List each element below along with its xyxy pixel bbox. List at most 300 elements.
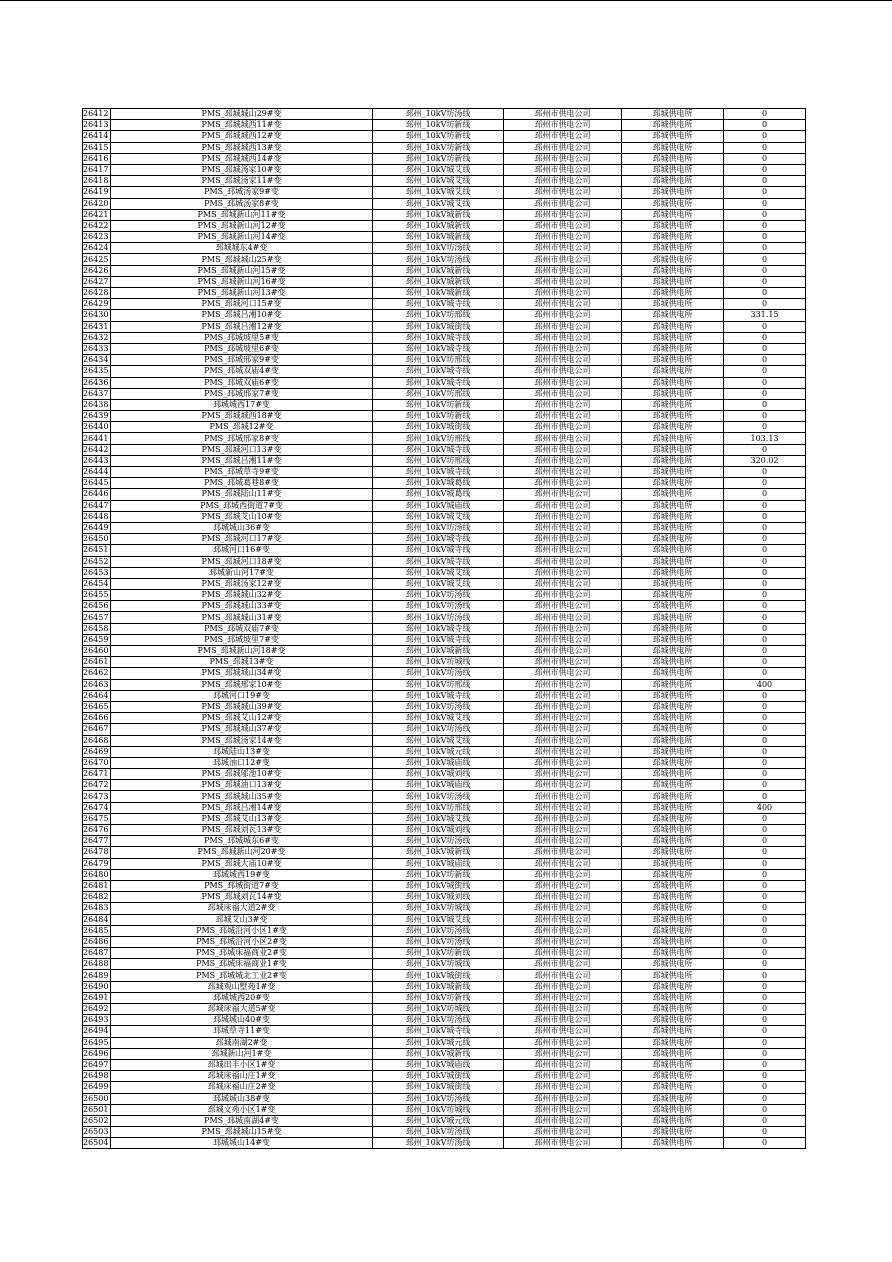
cell-company: 邳州市供电公司 xyxy=(504,377,622,388)
cell-value: 0 xyxy=(724,646,806,657)
cell-row-id: 26487 xyxy=(83,948,111,959)
cell-company: 邳州市供电公司 xyxy=(504,1104,622,1115)
table-row xyxy=(83,634,806,645)
table-row xyxy=(83,243,806,254)
cell-company: 邳州市供电公司 xyxy=(504,1059,622,1070)
cell-value: 0 xyxy=(724,713,806,724)
cell-transformer-name: PMS_邳城新山河20#变 xyxy=(111,847,373,858)
cell-feeder-line: 邳州_10kV城街线 xyxy=(373,321,504,332)
cell-feeder-line: 邳州_10kV城寺线 xyxy=(373,690,504,701)
cell-row-id: 26430 xyxy=(83,310,111,321)
cell-value: 0 xyxy=(724,556,806,567)
cell-transformer-name: PMS_邳城双庙7#变 xyxy=(111,623,373,634)
cell-transformer-name: PMS_邳城汤家11#变 xyxy=(111,176,373,187)
table-row xyxy=(83,601,806,612)
cell-value: 0 xyxy=(724,825,806,836)
cell-transformer-name: 邳城油口12#变 xyxy=(111,757,373,768)
cell-value: 0 xyxy=(724,1071,806,1082)
cell-row-id: 26469 xyxy=(83,746,111,757)
cell-transformer-name: PMS_邳城城西18#变 xyxy=(111,411,373,422)
cell-company: 邳州市供电公司 xyxy=(504,1015,622,1026)
cell-company: 邳州市供电公司 xyxy=(504,153,622,164)
cell-company: 邳州市供电公司 xyxy=(504,701,622,712)
cell-value: 0 xyxy=(724,892,806,903)
cell-company: 邳州市供电公司 xyxy=(504,444,622,455)
cell-feeder-line: 邳州_10kV城艾线 xyxy=(373,511,504,522)
table-row xyxy=(83,232,806,243)
cell-feeder-line: 邳州_10kV城新线 xyxy=(373,646,504,657)
cell-station: 邳城供电所 xyxy=(622,489,724,500)
cell-company: 邳州市供电公司 xyxy=(504,634,622,645)
cell-row-id: 26482 xyxy=(83,892,111,903)
cell-company: 邳州市供电公司 xyxy=(504,858,622,869)
table-row xyxy=(83,455,806,466)
table-row xyxy=(83,388,806,399)
cell-station: 邳城供电所 xyxy=(622,467,724,478)
cell-row-id: 26492 xyxy=(83,1004,111,1015)
cell-value: 0 xyxy=(724,601,806,612)
cell-station: 邳城供电所 xyxy=(622,1026,724,1037)
cell-row-id: 26459 xyxy=(83,634,111,645)
cell-transformer-name: PMS_邳城葛巷8#变 xyxy=(111,478,373,489)
table-row xyxy=(83,590,806,601)
cell-row-id: 26504 xyxy=(83,1138,111,1149)
cell-row-id: 26418 xyxy=(83,176,111,187)
cell-value: 0 xyxy=(724,1138,806,1149)
cell-company: 邳州市供电公司 xyxy=(504,757,622,768)
cell-station: 邳城供电所 xyxy=(622,332,724,343)
table-row xyxy=(83,925,806,936)
cell-row-id: 26444 xyxy=(83,467,111,478)
cell-value: 0 xyxy=(724,623,806,634)
cell-transformer-name: PMS_邳城刘瓦14#变 xyxy=(111,892,373,903)
cell-feeder-line: 邳州_10kV城刘线 xyxy=(373,892,504,903)
cell-row-id: 26437 xyxy=(83,388,111,399)
cell-station: 邳城供电所 xyxy=(622,690,724,701)
cell-station: 邳城供电所 xyxy=(622,757,724,768)
cell-transformer-name: PMS_邳城新山河16#变 xyxy=(111,276,373,287)
cell-company: 邳州市供电公司 xyxy=(504,243,622,254)
cell-value: 0 xyxy=(724,735,806,746)
cell-feeder-line: 邳州_10kV城街线 xyxy=(373,880,504,891)
cell-transformer-name: PMS_邳城汤家14#变 xyxy=(111,735,373,746)
cell-row-id: 26488 xyxy=(83,959,111,970)
cell-company: 邳州市供电公司 xyxy=(504,422,622,433)
cell-value: 0 xyxy=(724,500,806,511)
cell-company: 邳州市供电公司 xyxy=(504,601,622,612)
cell-station: 邳城供电所 xyxy=(622,903,724,914)
cell-row-id: 26470 xyxy=(83,757,111,768)
cell-transformer-name: 邳城草寺11#变 xyxy=(111,1026,373,1037)
cell-company: 邳州市供电公司 xyxy=(504,746,622,757)
cell-station: 邳城供电所 xyxy=(622,925,724,936)
cell-station: 邳城供电所 xyxy=(622,668,724,679)
cell-row-id: 26449 xyxy=(83,522,111,533)
cell-station: 邳城供电所 xyxy=(622,232,724,243)
cell-value: 0 xyxy=(724,153,806,164)
cell-feeder-line: 邳州_10kV坊汤线 xyxy=(373,1127,504,1138)
cell-row-id: 26502 xyxy=(83,1115,111,1126)
cell-row-id: 26468 xyxy=(83,735,111,746)
cell-feeder-line: 邳州_10kV城庙线 xyxy=(373,757,504,768)
cell-feeder-line: 邳州_10kV城新线 xyxy=(373,276,504,287)
cell-transformer-name: PMS_邳城吕湘12#变 xyxy=(111,321,373,332)
cell-company: 邳州市供电公司 xyxy=(504,925,622,936)
table-row xyxy=(83,209,806,220)
cell-feeder-line: 邳州_10kV城艾线 xyxy=(373,176,504,187)
table-row xyxy=(83,914,806,925)
cell-company: 邳州市供电公司 xyxy=(504,981,622,992)
cell-value: 0 xyxy=(724,858,806,869)
cell-company: 邳州市供电公司 xyxy=(504,690,622,701)
cell-row-id: 26413 xyxy=(83,120,111,131)
cell-company: 邳州市供电公司 xyxy=(504,791,622,802)
cell-feeder-line: 邳州_10kV坊汤线 xyxy=(373,1138,504,1149)
cell-company: 邳州市供电公司 xyxy=(504,1082,622,1093)
cell-company: 邳州市供电公司 xyxy=(504,355,622,366)
cell-transformer-name: 邳城城东4#变 xyxy=(111,243,373,254)
table-row xyxy=(83,1127,806,1138)
cell-value: 0 xyxy=(724,981,806,992)
cell-company: 邳州市供电公司 xyxy=(504,131,622,142)
cell-row-id: 26439 xyxy=(83,411,111,422)
cell-transformer-name: PMS_邳城城北工业2#变 xyxy=(111,970,373,981)
cell-row-id: 26466 xyxy=(83,713,111,724)
table-row xyxy=(83,534,806,545)
cell-transformer-name: PMS_邳城沿河小区2#变 xyxy=(111,936,373,947)
cell-transformer-name: 邳城床福山庄1#变 xyxy=(111,1071,373,1082)
cell-transformer-name: PMS_邳城城西14#变 xyxy=(111,153,373,164)
table-row xyxy=(83,187,806,198)
cell-transformer-name: PMS_邳城床福商业1#变 xyxy=(111,959,373,970)
cell-feeder-line: 邳州_10kV城艾线 xyxy=(373,735,504,746)
cell-feeder-line: 邳州_10kV城新线 xyxy=(373,220,504,231)
cell-feeder-line: 邳州_10kV坊新线 xyxy=(373,153,504,164)
cell-station: 邳城供电所 xyxy=(622,522,724,533)
cell-row-id: 26425 xyxy=(83,254,111,265)
cell-station: 邳城供电所 xyxy=(622,724,724,735)
cell-company: 邳州市供电公司 xyxy=(504,198,622,209)
cell-company: 邳州市供电公司 xyxy=(504,556,622,567)
table-row xyxy=(83,299,806,310)
table-row xyxy=(83,791,806,802)
cell-value: 0 xyxy=(724,936,806,947)
cell-station: 邳城供电所 xyxy=(622,142,724,153)
cell-transformer-name: PMS_邳城城西11#变 xyxy=(111,120,373,131)
cell-transformer-name: 邳城城山36#变 xyxy=(111,522,373,533)
table-row xyxy=(83,724,806,735)
cell-value: 0 xyxy=(724,220,806,231)
cell-feeder-line: 邳州_10kV坊新线 xyxy=(373,992,504,1003)
table-row xyxy=(83,120,806,131)
cell-value: 0 xyxy=(724,343,806,354)
table-row xyxy=(83,847,806,858)
cell-company: 邳州市供电公司 xyxy=(504,478,622,489)
table-row xyxy=(83,1037,806,1048)
cell-company: 邳州市供电公司 xyxy=(504,590,622,601)
cell-row-id: 26412 xyxy=(83,109,111,120)
cell-value: 0 xyxy=(724,321,806,332)
cell-transformer-name: PMS_邳城吕湘14#变 xyxy=(111,802,373,813)
cell-feeder-line: 邳州_10kV坊邢线 xyxy=(373,802,504,813)
cell-feeder-line: 邳州_10kV城元线 xyxy=(373,1115,504,1126)
cell-feeder-line: 邳州_10kV坊新线 xyxy=(373,120,504,131)
cell-value: 0 xyxy=(724,187,806,198)
cell-station: 邳城供电所 xyxy=(622,1059,724,1070)
cell-transformer-name: PMS_邳城新山河18#变 xyxy=(111,646,373,657)
cell-station: 邳城供电所 xyxy=(622,802,724,813)
cell-row-id: 26450 xyxy=(83,534,111,545)
cell-feeder-line: 邳州_10kV坊邢线 xyxy=(373,355,504,366)
table-row xyxy=(83,959,806,970)
cell-transformer-name: 邳城城西19#变 xyxy=(111,869,373,880)
cell-row-id: 26480 xyxy=(83,869,111,880)
cell-transformer-name: PMS_邳城吕湘10#变 xyxy=(111,310,373,321)
cell-company: 邳州市供电公司 xyxy=(504,780,622,791)
cell-row-id: 26497 xyxy=(83,1059,111,1070)
cell-transformer-name: PMS_邳城床福商业2#变 xyxy=(111,948,373,959)
table-row xyxy=(83,467,806,478)
table-row xyxy=(83,880,806,891)
cell-station: 邳城供电所 xyxy=(622,578,724,589)
cell-row-id: 26422 xyxy=(83,220,111,231)
cell-row-id: 26442 xyxy=(83,444,111,455)
cell-feeder-line: 邳州_10kV城新线 xyxy=(373,209,504,220)
cell-transformer-name: 邳城城山38#变 xyxy=(111,1093,373,1104)
cell-transformer-name: PMS_邳城南湖4#变 xyxy=(111,1115,373,1126)
table-row xyxy=(83,668,806,679)
cell-value: 0 xyxy=(724,444,806,455)
cell-transformer-name: PMS_邳城邢家10#变 xyxy=(111,679,373,690)
cell-transformer-name: PMS_邳城邢家7#变 xyxy=(111,388,373,399)
cell-row-id: 26499 xyxy=(83,1082,111,1093)
cell-row-id: 26440 xyxy=(83,422,111,433)
cell-feeder-line: 邳州_10kV坊汤线 xyxy=(373,791,504,802)
cell-transformer-name: 邳城城西20#变 xyxy=(111,992,373,1003)
cell-feeder-line: 邳州_10kV坊邢线 xyxy=(373,679,504,690)
cell-value: 0 xyxy=(724,701,806,712)
cell-transformer-name: PMS_邳城坡里5#变 xyxy=(111,332,373,343)
cell-value: 0 xyxy=(724,780,806,791)
cell-company: 邳州市供电公司 xyxy=(504,880,622,891)
cell-station: 邳城供电所 xyxy=(622,780,724,791)
table-row xyxy=(83,422,806,433)
cell-feeder-line: 邳州_10kV坊汤线 xyxy=(373,1093,504,1104)
cell-feeder-line: 邳州_10kV城庙线 xyxy=(373,500,504,511)
cell-value: 400 xyxy=(724,802,806,813)
cell-transformer-name: PMS_邳城汤家12#变 xyxy=(111,578,373,589)
cell-transformer-name: PMS_邳城新山河14#变 xyxy=(111,232,373,243)
cell-company: 邳州市供电公司 xyxy=(504,646,622,657)
cell-row-id: 26414 xyxy=(83,131,111,142)
cell-station: 邳城供电所 xyxy=(622,892,724,903)
cell-feeder-line: 邳州_10kV城寺线 xyxy=(373,332,504,343)
cell-company: 邳州市供电公司 xyxy=(504,265,622,276)
table-row xyxy=(83,1082,806,1093)
table-row xyxy=(83,757,806,768)
cell-station: 邳城供电所 xyxy=(622,500,724,511)
cell-company: 邳州市供电公司 xyxy=(504,1115,622,1126)
cell-row-id: 26503 xyxy=(83,1127,111,1138)
table-row xyxy=(83,276,806,287)
cell-feeder-line: 邳州_10kV坊城线 xyxy=(373,657,504,668)
cell-station: 邳城供电所 xyxy=(622,769,724,780)
cell-station: 邳城供电所 xyxy=(622,880,724,891)
cell-row-id: 26464 xyxy=(83,690,111,701)
cell-feeder-line: 邳州_10kV坊城线 xyxy=(373,903,504,914)
table-row xyxy=(83,377,806,388)
cell-value: 0 xyxy=(724,1048,806,1059)
table-row xyxy=(83,746,806,757)
table-row xyxy=(83,903,806,914)
table-row xyxy=(83,1138,806,1149)
cell-company: 邳州市供电公司 xyxy=(504,433,622,444)
cell-value: 0 xyxy=(724,164,806,175)
cell-company: 邳州市供电公司 xyxy=(504,612,622,623)
cell-feeder-line: 邳州_10kV坊汤线 xyxy=(373,601,504,612)
cell-company: 邳州市供电公司 xyxy=(504,724,622,735)
cell-company: 邳州市供电公司 xyxy=(504,892,622,903)
cell-row-id: 26443 xyxy=(83,455,111,466)
cell-value: 0 xyxy=(724,1127,806,1138)
table-row xyxy=(83,802,806,813)
cell-transformer-name: PMS_邳城邬池10#变 xyxy=(111,769,373,780)
cell-company: 邳州市供电公司 xyxy=(504,813,622,824)
cell-feeder-line: 邳州_10kV坊汤线 xyxy=(373,254,504,265)
cell-feeder-line: 邳州_10kV城艾线 xyxy=(373,713,504,724)
cell-company: 邳州市供电公司 xyxy=(504,209,622,220)
cell-value: 0 xyxy=(724,109,806,120)
cell-row-id: 26489 xyxy=(83,970,111,981)
cell-company: 邳州市供电公司 xyxy=(504,500,622,511)
cell-feeder-line: 邳州_10kV城庙线 xyxy=(373,858,504,869)
table-body xyxy=(83,109,806,1149)
cell-transformer-name: PMS_邳城河口15#变 xyxy=(111,299,373,310)
cell-value: 0 xyxy=(724,836,806,847)
cell-station: 邳城供电所 xyxy=(622,1127,724,1138)
cell-transformer-name: PMS_邳城西街道7#变 xyxy=(111,500,373,511)
cell-station: 邳城供电所 xyxy=(622,1082,724,1093)
cell-row-id: 26472 xyxy=(83,780,111,791)
cell-station: 邳城供电所 xyxy=(622,981,724,992)
cell-transformer-name: PMS_邳城新山河12#变 xyxy=(111,220,373,231)
cell-row-id: 26484 xyxy=(83,914,111,925)
table-row xyxy=(83,646,806,657)
table-row xyxy=(83,1071,806,1082)
cell-feeder-line: 邳州_10kV坊汤线 xyxy=(373,836,504,847)
cell-station: 邳城供电所 xyxy=(622,1115,724,1126)
cell-value: 0 xyxy=(724,970,806,981)
cell-row-id: 26415 xyxy=(83,142,111,153)
cell-value: 0 xyxy=(724,880,806,891)
cell-feeder-line: 邳州_10kV坊邢线 xyxy=(373,455,504,466)
table-row xyxy=(83,321,806,332)
cell-transformer-name: 邳城河口16#变 xyxy=(111,545,373,556)
cell-row-id: 26446 xyxy=(83,489,111,500)
cell-company: 邳州市供电公司 xyxy=(504,332,622,343)
page-top-rule xyxy=(0,0,892,1)
cell-station: 邳城供电所 xyxy=(622,455,724,466)
cell-row-id: 26433 xyxy=(83,343,111,354)
table-row xyxy=(83,869,806,880)
cell-company: 邳州市供电公司 xyxy=(504,713,622,724)
cell-transformer-name: 邳城文苑小区1#变 xyxy=(111,1104,373,1115)
cell-row-id: 26416 xyxy=(83,153,111,164)
cell-station: 邳城供电所 xyxy=(622,176,724,187)
cell-transformer-name: 邳城城西17#变 xyxy=(111,399,373,410)
cell-value: 0 xyxy=(724,769,806,780)
table-row xyxy=(83,366,806,377)
table-row xyxy=(83,623,806,634)
cell-transformer-name: 邳城河口19#变 xyxy=(111,690,373,701)
cell-value: 0 xyxy=(724,198,806,209)
cell-station: 邳城供电所 xyxy=(622,388,724,399)
cell-company: 邳州市供电公司 xyxy=(504,970,622,981)
cell-transformer-name: PMS_邳城吕湘11#变 xyxy=(111,455,373,466)
cell-row-id: 26496 xyxy=(83,1048,111,1059)
table-row xyxy=(83,109,806,120)
cell-feeder-line: 邳州_10kV城艾线 xyxy=(373,187,504,198)
table-row xyxy=(83,522,806,533)
cell-value: 0 xyxy=(724,1037,806,1048)
cell-value: 0 xyxy=(724,176,806,187)
cell-value: 0 xyxy=(724,869,806,880)
cell-feeder-line: 邳州_10kV城元线 xyxy=(373,1037,504,1048)
table-row xyxy=(83,1093,806,1104)
cell-feeder-line: 邳州_10kV坊汤线 xyxy=(373,701,504,712)
cell-transformer-name: 邳城新山河17#变 xyxy=(111,567,373,578)
cell-row-id: 26435 xyxy=(83,366,111,377)
cell-value: 0 xyxy=(724,388,806,399)
cell-company: 邳州市供电公司 xyxy=(504,366,622,377)
cell-feeder-line: 邳州_10kV城新线 xyxy=(373,1048,504,1059)
cell-row-id: 26421 xyxy=(83,209,111,220)
cell-row-id: 26417 xyxy=(83,164,111,175)
cell-station: 邳城供电所 xyxy=(622,746,724,757)
table-row xyxy=(83,433,806,444)
cell-feeder-line: 邳州_10kV城寺线 xyxy=(373,299,504,310)
cell-value: 0 xyxy=(724,612,806,623)
cell-transformer-name: PMS_邳城坡里7#变 xyxy=(111,634,373,645)
cell-row-id: 26429 xyxy=(83,299,111,310)
cell-company: 邳州市供电公司 xyxy=(504,109,622,120)
cell-value: 0 xyxy=(724,914,806,925)
cell-feeder-line: 邳州_10kV城寺线 xyxy=(373,377,504,388)
cell-value: 0 xyxy=(724,1093,806,1104)
cell-row-id: 26476 xyxy=(83,825,111,836)
cell-value: 0 xyxy=(724,903,806,914)
table-row xyxy=(83,142,806,153)
cell-station: 邳城供电所 xyxy=(622,791,724,802)
cell-value: 0 xyxy=(724,243,806,254)
cell-feeder-line: 邳州_10kV坊汤线 xyxy=(373,612,504,623)
cell-station: 邳城供电所 xyxy=(622,299,724,310)
cell-value: 0 xyxy=(724,545,806,556)
table-row xyxy=(83,679,806,690)
table-row xyxy=(83,399,806,410)
cell-station: 邳城供电所 xyxy=(622,936,724,947)
cell-transformer-name: PMS_邳城街道7#变 xyxy=(111,880,373,891)
cell-transformer-name: PMS_邳城汤家9#变 xyxy=(111,187,373,198)
cell-station: 邳城供电所 xyxy=(622,679,724,690)
cell-value: 0 xyxy=(724,522,806,533)
cell-row-id: 26424 xyxy=(83,243,111,254)
cell-feeder-line: 邳州_10kV坊汤线 xyxy=(373,243,504,254)
cell-station: 邳城供电所 xyxy=(622,948,724,959)
cell-feeder-line: 邳州_10kV坊汤线 xyxy=(373,109,504,120)
cell-feeder-line: 邳州_10kV城新线 xyxy=(373,232,504,243)
cell-transformer-name: 邳城床福山庄2#变 xyxy=(111,1082,373,1093)
